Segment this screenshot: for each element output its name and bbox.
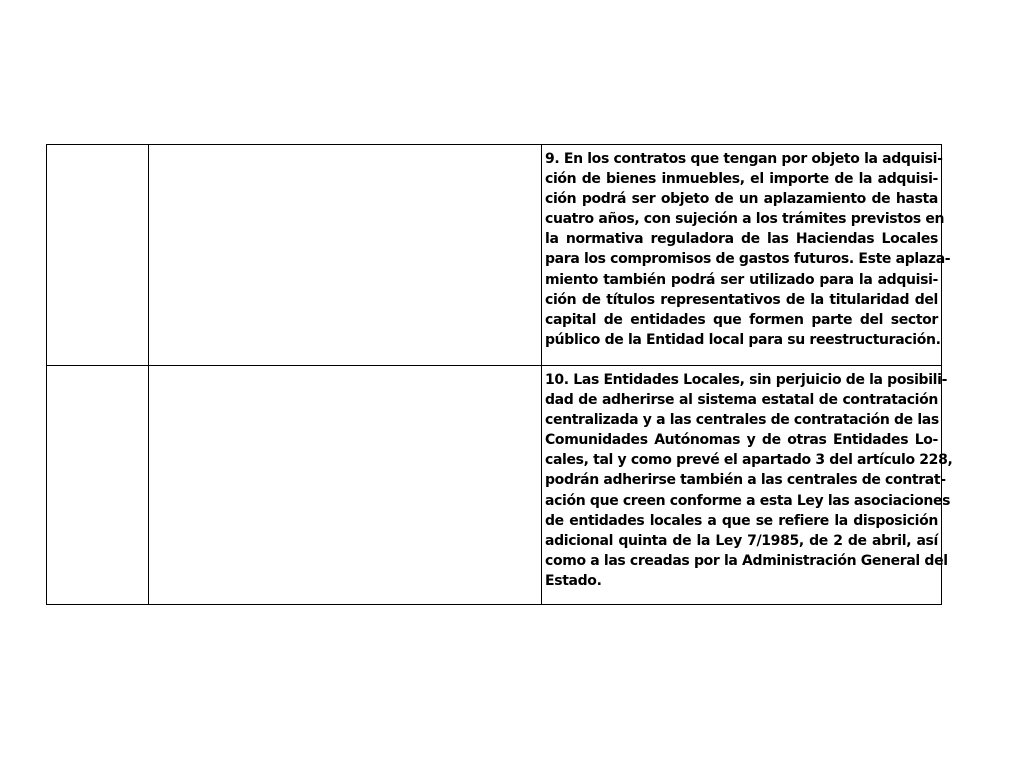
text-line: ción de bienes inmuebles, el importe de la adquisi- bbox=[545, 171, 938, 188]
legal-comparison-table bbox=[46, 144, 953, 605]
text-line: ación que creen conforme a esta Ley las asociaciones bbox=[545, 492, 951, 509]
text-line: ción de títulos representativos de la titularidad del bbox=[545, 291, 938, 308]
table-row bbox=[47, 366, 942, 605]
text-line: capital de entidades que formen parte del sector bbox=[545, 311, 938, 328]
empty-cell bbox=[149, 366, 542, 605]
text-line: cuatro años, con sujeción a los trámites previstos en bbox=[545, 211, 945, 228]
text-line: centralizada y a las centrales de contratación de las bbox=[545, 412, 939, 429]
table-row bbox=[47, 145, 942, 366]
paragraph-10 bbox=[542, 366, 953, 591]
text-line: público de la Entidad local para su reestructuración. bbox=[545, 331, 941, 348]
text-line: podrán adherirse también a las centrales de contrat- bbox=[545, 472, 946, 489]
text-line: Estado. bbox=[545, 572, 602, 589]
empty-cell bbox=[47, 145, 149, 366]
article-text-cell bbox=[542, 366, 953, 605]
article-text-cell bbox=[542, 145, 951, 366]
text-line: adicional quinta de la Ley 7/1985, de 2 de abril, así bbox=[545, 532, 938, 549]
text-line: miento también podrá ser utilizado para la adquisi- bbox=[545, 271, 938, 288]
text-line: para los compromisos de gastos futuros. Este aplaza- bbox=[545, 251, 951, 268]
text-line: como a las creadas por la Administración General del bbox=[545, 552, 948, 569]
text-line: Comunidades Autónomas y de otras Entidades Lo- bbox=[545, 432, 938, 449]
text-line: de entidades locales a que se refiere la disposición bbox=[545, 512, 938, 529]
text-line: dad de adherirse al sistema estatal de contratación bbox=[545, 392, 938, 409]
paragraph-9 bbox=[542, 145, 951, 350]
text-line: la normativa reguladora de las Haciendas Locales bbox=[545, 231, 938, 248]
text-line: ción podrá ser objeto de un aplazamiento de hasta bbox=[545, 191, 938, 208]
text-line: 9. En los contratos que tengan por objeto la adquisi- bbox=[545, 151, 943, 167]
text-line: cales, tal y como prevé el apartado 3 del artículo 228, bbox=[545, 452, 953, 469]
empty-cell bbox=[149, 145, 542, 366]
text-line: 10. Las Entidades Locales, sin perjuicio de la posibili- bbox=[545, 372, 948, 388]
empty-cell bbox=[47, 366, 149, 605]
